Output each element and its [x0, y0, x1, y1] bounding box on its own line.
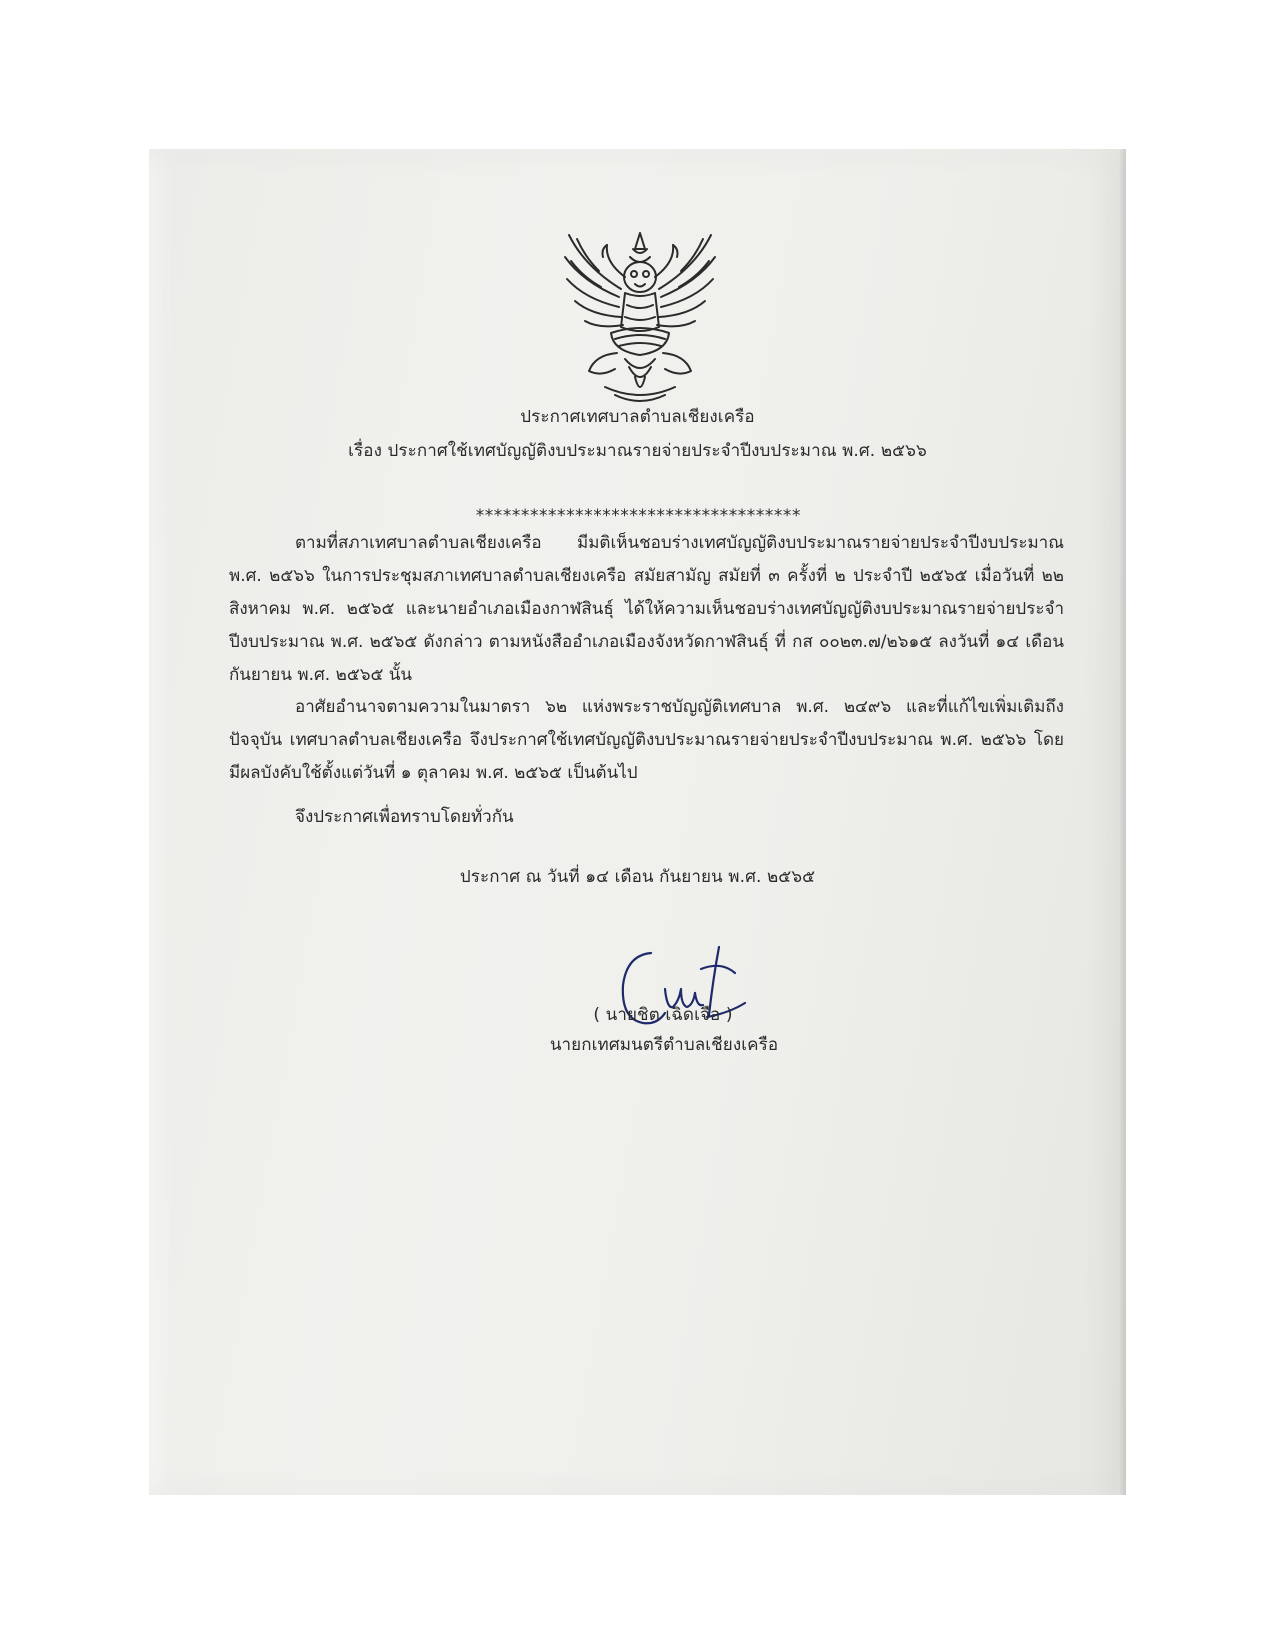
document-page [149, 149, 1126, 1495]
signer-name: ( นายชิต เฉิดเจือ ) [593, 1005, 733, 1025]
paragraph-2: อาศัยอำนาจตามความในมาตรา ๖๒ แห่งพระราชบัญญัติเทศบาล พ.ศ. ๒๔๙๖ และที่แก้ไขเพิ่มเติมถึงปัจจุบัน เทศบาลตำบลเชียงเครือ จึงประกาศใช้เทศบัญญัติงบประมาณรายจ่ายประจำปีงบประมาณ พ.ศ. ๒๕๖๖ โดยมีผลบังคับใช้ตั้งแต่วันที่ ๑ ตุลาคม พ.ศ. ๒๕๖๕ เป็นต้นไป [229, 697, 1064, 783]
issuer-title: ประกาศเทศบาลตำบลเชียงเครือ [520, 407, 755, 427]
separator: ************************************ [474, 506, 801, 526]
garuda-emblem-icon [555, 227, 725, 407]
signer-position: นายกเทศมนตรีตำบลเชียงเครือ [549, 1035, 779, 1055]
document-subject: เรื่อง ประกาศใช้เทศบัญญัติงบประมาณรายจ่ายประจำปีงบประมาณ พ.ศ. ๒๕๖๖ [348, 441, 927, 461]
paragraph-1: ตามที่สภาเทศบาลตำบลเชียงเครือ มีมติเห็นชอบร่างเทศบัญญัติงบประมาณรายจ่ายประจำปีงบประมาณ พ.ศ. ๒๕๖๖ ในการประชุมสภาเทศบาลตำบลเชียงเครือ สมัยสามัญ สมัยที่ ๓ ครั้งที่ ๒ ประจำปี ๒๕๖๕ เมื่อวันที่ ๒๒ สิงหาคม พ.ศ. ๒๕๖๕ และนายอำเภอเมืองกาฬสินธุ์ ได้ให้ความเห็นชอบร่างเทศบัญญัติงบประมาณรายจ่ายประจำปีงบประมาณ พ.ศ. ๒๕๖๕ ดังกล่าว ตามหนังสืออำเภอเมืองจังหวัดกาฬสินธุ์ ที่ กส ๐๐๒๓.๗/๒๖๑๕ ลงวันที่ ๑๔ เดือน กันยายน พ.ศ. ๒๕๖๕ นั้น [229, 533, 1064, 685]
paragraph-3: จึงประกาศเพื่อทราบโดยทั่วกัน [295, 807, 514, 827]
announce-date: ประกาศ ณ วันที่ ๑๔ เดือน กันยายน พ.ศ. ๒๕๖๕ [459, 867, 816, 887]
